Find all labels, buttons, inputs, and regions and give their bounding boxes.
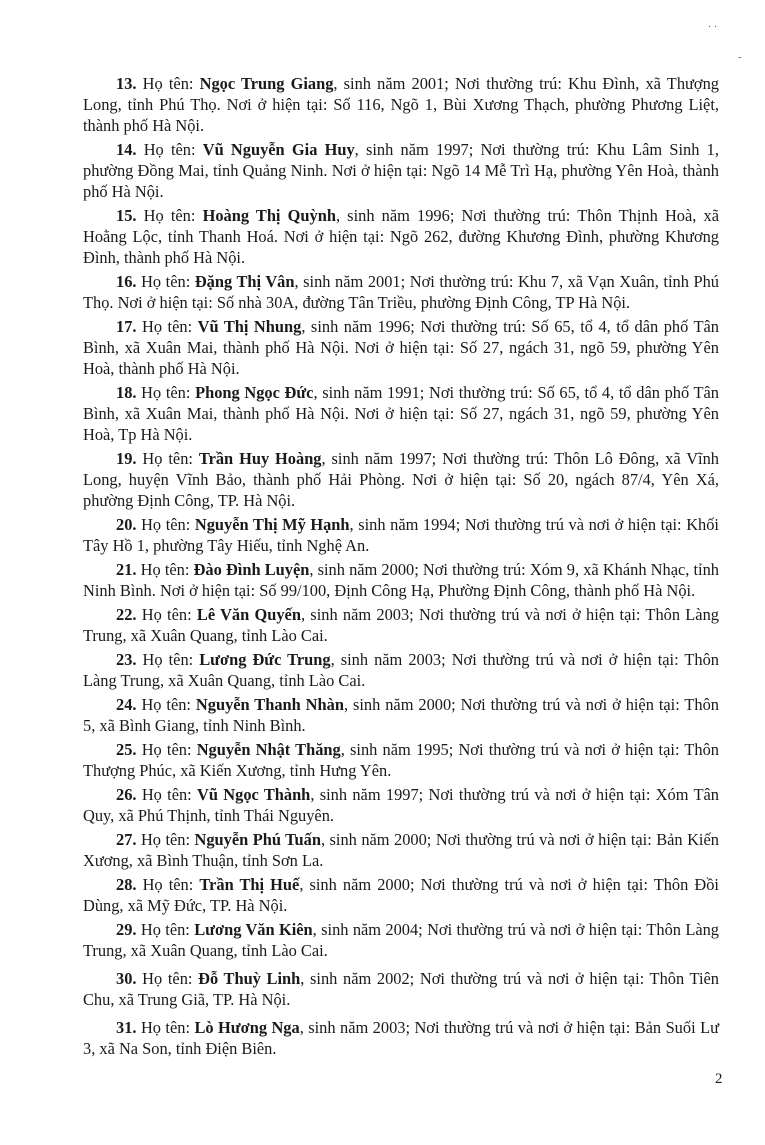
entry-details: , sinh năm 2000; Nơi thường trú và nơi ở hiện tại: Thôn 5, xã Bình Giang, tỉnh Ninh Bình. [83,695,719,735]
list-item [83,514,719,556]
entry-details: , sinh năm 1996; Nơi thường trú: Thôn Thịnh Hoà, xã Hoằng Lộc, tỉnh Thanh Hoá. Nơi ở hiện tại: Ngõ 262, đường Khương Đình, phường Khương Đình, thành phố Hà Nội. [83,206,719,267]
list-item [83,382,719,445]
list-item [83,919,719,961]
entry-details: , sinh năm 1997; Nơi thường trú và nơi ở hiện tại: Xóm Tân Quy, xã Phú Thịnh, tỉnh Thái Nguyên. [83,785,719,825]
entry-name: Lò Hương Nga [194,1018,300,1037]
entry-number: 25. [116,740,137,759]
entry-name: Đào Đình Luyện [193,560,310,579]
entry-name: Lương Đức Trung [199,650,331,669]
entry-name: Lương Văn Kiên [194,920,313,939]
list-item [83,968,719,1010]
list-item [83,139,719,202]
entry-name: Trần Thị Huế [199,875,300,894]
entry-label: Họ tên: [142,969,193,988]
list-item [83,739,719,781]
entry-number: 17. [116,317,137,336]
entry-details: , sinh năm 2000; Nơi thường trú: Xóm 9, xã Khánh Nhạc, tỉnh Ninh Bình. Nơi ở hiện tại: Số 99/100, Định Công Hạ, Phường Định Công, thành phố Hà Nội. [83,560,719,600]
entry-name: Đỗ Thuỳ Linh [198,969,301,988]
entry-number: 13. [116,74,137,93]
page-number: 2 [715,1071,723,1087]
entry-number: 24. [116,695,137,714]
entry-number: 18. [116,383,137,402]
entry-name: Vũ Ngọc Thành [197,785,311,804]
list-item [83,559,719,601]
entry-details: , sinh năm 1991; Nơi thường trú: Số 65, tổ 4, tổ dân phố Tân Bình, xã Xuân Mai, thành phố Hà Nội. Nơi ở hiện tại: Số 27, ngách 31, ngõ 59, phường Yên Hoà, Tp Hà Nội. [83,383,719,444]
entry-label: Họ tên: [141,785,192,804]
entry-details: , sinh năm 2000; Nơi thường trú và nơi ở hiện tại: Bản Kiến Xương, xã Bình Thuận, tỉnh Sơn La. [83,830,719,870]
entry-details: , sinh năm 2003; Nơi thường trú và nơi ở hiện tại: Thôn Làng Trung, xã Xuân Quang, tỉnh Lào Cai. [83,650,719,690]
entry-details: , sinh năm 1997; Nơi thường trú: Khu Lâm Sinh 1, phường Đồng Mai, tỉnh Quảng Ninh. Nơi ở hiện tại: Ngõ 14 Mễ Trì Hạ, phường Yên Hoà, thành phố Hà Nội. [83,140,719,201]
entry-details: , sinh năm 1997; Nơi thường trú: Thôn Lô Đông, xã Vĩnh Long, huyện Vĩnh Bảo, thành phố Hải Phòng. Nơi ở hiện tại: Số 20, ngách 87/4, Yên Xá, phường Định Công, TP. Hà Nội. [83,449,719,510]
entry-details: , sinh năm 1995; Nơi thường trú và nơi ở hiện tại: Thôn Thượng Phúc, xã Kiến Xương, tỉnh Hưng Yên. [83,740,719,780]
list-item [83,604,719,646]
list-item [83,73,719,136]
entry-name: Đặng Thị Vân [194,272,295,291]
list-item [83,448,719,511]
entry-number: 14. [116,140,137,159]
list-item [83,784,719,826]
entry-label: Họ tên: [140,830,191,849]
entry-name: Phong Ngọc Đức [195,383,314,402]
entry-details: , sinh năm 2001; Nơi thường trú: Khu 7, xã Vạn Xuân, tỉnh Phú Thọ. Nơi ở hiện tại: Số nhà 30A, đường Tân Triều, phường Định Công, TP Hà Nội. [83,272,719,312]
entry-label: Họ tên: [141,605,192,624]
entry-number: 21. [116,560,137,579]
entry-number: 30. [116,969,137,988]
entry-name: Nguyễn Nhật Thăng [196,740,341,759]
entry-label: Họ tên: [142,875,194,894]
entry-label: Họ tên: [142,317,193,336]
entry-details: , sinh năm 2002; Nơi thường trú và nơi ở hiện tại: Thôn Tiên Chu, xã Trung Giã, TP. Hà Nội. [83,969,719,1009]
entry-name: Nguyễn Thị Mỹ Hạnh [194,515,350,534]
entry-label: Họ tên: [141,695,191,714]
entry-name: Vũ Nguyễn Gia Huy [202,140,355,159]
entry-label: Họ tên: [143,206,196,225]
entry-number: 31. [116,1018,137,1037]
entry-name: Hoàng Thị Quỳnh [202,206,336,225]
list-item [83,649,719,691]
list-item [83,271,719,313]
list-item [83,829,719,871]
entry-name: Trần Huy Hoàng [198,449,322,468]
list-item [83,316,719,379]
entry-label: Họ tên: [140,1018,191,1037]
entry-label: Họ tên: [141,272,191,291]
entry-number: 29. [116,920,137,939]
entry-details: , sinh năm 2003; Nơi thường trú và nơi ở hiện tại: Bản Suối Lư 3, xã Na Son, tỉnh Điện Biên. [83,1018,719,1058]
scan-speck: · · [708,22,718,33]
entry-details: , sinh năm 1994; Nơi thường trú và nơi ở hiện tại: Khối Tây Hồ 1, phường Tây Hiếu, tỉnh Nghệ An. [83,515,719,555]
list-item [83,1017,719,1059]
list-item [83,694,719,736]
entry-label: Họ tên: [142,650,194,669]
list-item [83,874,719,916]
entry-number: 28. [116,875,137,894]
entry-label: Họ tên: [141,740,192,759]
entry-label: Họ tên: [142,74,194,93]
entry-name: Nguyễn Phú Tuấn [194,830,321,849]
entry-name: Vũ Thị Nhung [197,317,302,336]
entry-name: Nguyễn Thanh Nhàn [195,695,344,714]
entry-number: 22. [116,605,137,624]
entry-details: , sinh năm 1996; Nơi thường trú: Số 65, tổ 4, tổ dân phố Tân Bình, xã Xuân Mai, thành phố Hà Nội. Nơi ở hiện tại: Số 27, ngách 31, ngõ 59, phường Yên Hoà, thành phố Hà Nội. [83,317,719,378]
entry-number: 16. [116,272,137,291]
document-body [83,73,719,1062]
entry-label: Họ tên: [140,920,190,939]
entry-number: 27. [116,830,137,849]
entry-label: Họ tên: [141,515,191,534]
entry-details: , sinh năm 2001; Nơi thường trú: Khu Đình, xã Thượng Long, tỉnh Phú Thọ. Nơi ở hiện tại: Số 116, Ngõ 1, Bùi Xương Thạch, phường Phương Liệt, thành phố Hà Nội. [83,74,719,135]
entry-name: Lê Văn Quyến [196,605,301,624]
entry-number: 26. [116,785,137,804]
entry-number: 15. [116,206,137,225]
entry-name: Ngọc Trung Giang [199,74,334,93]
entry-details: , sinh năm 2003; Nơi thường trú và nơi ở hiện tại: Thôn Làng Trung, xã Xuân Quang, tỉnh Lào Cai. [83,605,719,645]
entry-number: 20. [116,515,137,534]
entry-number: 23. [116,650,137,669]
list-item [83,205,719,268]
entry-details: , sinh năm 2000; Nơi thường trú và nơi ở hiện tại: Thôn Đồi Dùng, xã Mỹ Đức, TP. Hà Nội. [83,875,719,915]
scan-speck: - [738,52,742,63]
entry-number: 19. [116,449,137,468]
entry-label: Họ tên: [142,449,193,468]
entry-label: Họ tên: [140,560,190,579]
entry-details: , sinh năm 2004; Nơi thường trú và nơi ở hiện tại: Thôn Làng Trung, xã Xuân Quang, tỉnh Lào Cai. [83,920,719,960]
entry-label: Họ tên: [143,140,196,159]
entry-label: Họ tên: [141,383,191,402]
